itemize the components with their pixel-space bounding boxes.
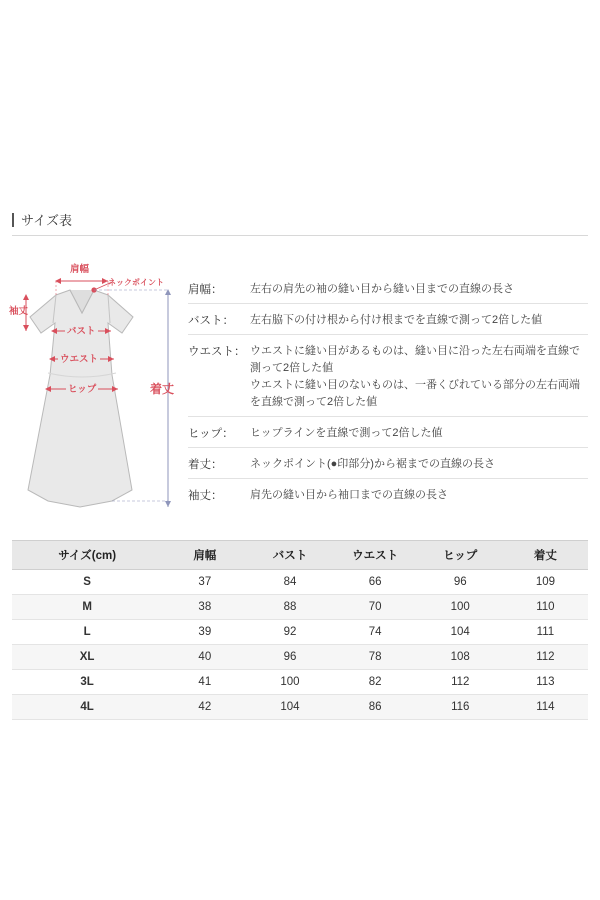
table-cell: 113 bbox=[503, 670, 588, 695]
page-title bbox=[12, 210, 72, 229]
table-cell: 104 bbox=[247, 695, 332, 720]
table-cell: 86 bbox=[333, 695, 418, 720]
table-cell-size: XL bbox=[12, 645, 162, 670]
table-header-cell: バスト bbox=[247, 541, 332, 570]
definition-line: 測って2倍した値 bbox=[250, 362, 334, 375]
table-cell: 37 bbox=[162, 570, 247, 595]
size-table-head bbox=[12, 541, 588, 570]
table-row bbox=[12, 645, 588, 670]
table-cell: 41 bbox=[162, 670, 247, 695]
table-cell: 100 bbox=[247, 670, 332, 695]
table-cell: 38 bbox=[162, 595, 247, 620]
table-cell: 111 bbox=[503, 620, 588, 645]
label-length: 着丈 bbox=[150, 382, 175, 396]
definition-row bbox=[188, 309, 588, 329]
definition-row bbox=[188, 484, 588, 504]
table-cell: 92 bbox=[247, 620, 332, 645]
table-cell: 39 bbox=[162, 620, 247, 645]
table-cell: 100 bbox=[418, 595, 503, 620]
definition-line: ウエストに縫い目があるものは、縫い目に沿った左右両端を直線で bbox=[250, 345, 580, 358]
definition-divider bbox=[188, 478, 588, 479]
definition-divider bbox=[188, 303, 588, 304]
measurement-definitions bbox=[188, 278, 588, 506]
table-cell-size: M bbox=[12, 595, 162, 620]
table-cell: 42 bbox=[162, 695, 247, 720]
table-cell-size: 3L bbox=[12, 670, 162, 695]
table-row bbox=[12, 670, 588, 695]
table-header-cell: サイズ(cm) bbox=[12, 541, 162, 570]
label-sleeve: 袖丈 bbox=[9, 306, 29, 317]
table-row bbox=[12, 620, 588, 645]
definition-row bbox=[188, 422, 588, 442]
size-table bbox=[12, 540, 588, 720]
table-cell: 66 bbox=[333, 570, 418, 595]
label-bust: バスト bbox=[65, 323, 98, 337]
definition-line: ウエストに縫い目のないものは、一番くびれている部分の左右両端 bbox=[250, 379, 580, 392]
table-cell: 104 bbox=[418, 620, 503, 645]
definition-description bbox=[250, 453, 588, 473]
title-divider bbox=[12, 235, 588, 236]
table-row bbox=[12, 570, 588, 595]
definition-term: ウエスト： bbox=[188, 346, 246, 359]
table-cell: 116 bbox=[418, 695, 503, 720]
table-cell: 84 bbox=[247, 570, 332, 595]
table-header-cell: 肩幅 bbox=[162, 541, 247, 570]
table-cell: 114 bbox=[503, 695, 588, 720]
definition-divider bbox=[188, 416, 588, 417]
table-cell: 96 bbox=[247, 645, 332, 670]
label-neck-point: ネックポイント bbox=[108, 278, 164, 287]
table-cell: 70 bbox=[333, 595, 418, 620]
definition-divider bbox=[188, 447, 588, 448]
table-cell: 110 bbox=[503, 595, 588, 620]
table-cell: 96 bbox=[418, 570, 503, 595]
table-cell: 74 bbox=[333, 620, 418, 645]
definition-description bbox=[250, 340, 588, 411]
table-cell: 108 bbox=[418, 645, 503, 670]
label-waist: ウエスト bbox=[58, 351, 100, 365]
definition-description bbox=[250, 422, 588, 442]
definition-row bbox=[188, 453, 588, 473]
title-accent-bar bbox=[12, 213, 14, 227]
table-header-cell: ウエスト bbox=[333, 541, 418, 570]
definition-row bbox=[188, 278, 588, 298]
table-header-cell: 着丈 bbox=[503, 541, 588, 570]
table-cell: 82 bbox=[333, 670, 418, 695]
table-cell: 88 bbox=[247, 595, 332, 620]
definition-divider bbox=[188, 334, 588, 335]
garment-diagram bbox=[8, 255, 188, 540]
definition-line: を直線で測って2倍した値 bbox=[250, 396, 378, 409]
table-header-cell: ヒップ bbox=[418, 541, 503, 570]
definition-description bbox=[250, 278, 588, 298]
label-hip: ヒップ bbox=[66, 381, 98, 395]
table-row bbox=[12, 595, 588, 620]
definition-row bbox=[188, 340, 588, 411]
definition-line: ヒップラインを直線で測って2倍した値 bbox=[250, 427, 443, 440]
definition-line: ネックポイント(●印部分)から裾までの直線の長さ bbox=[250, 458, 495, 471]
table-cell: 112 bbox=[418, 670, 503, 695]
table-row bbox=[12, 695, 588, 720]
table-cell: 112 bbox=[503, 645, 588, 670]
label-shoulder: 肩幅 bbox=[70, 264, 90, 275]
definition-term: 肩幅： bbox=[188, 284, 223, 296]
definition-description bbox=[250, 309, 588, 329]
table-cell-size: L bbox=[12, 620, 162, 645]
definition-line: 左右脇下の付け根から付け根までを直線で測って2倍した値 bbox=[250, 314, 543, 327]
table-cell: 78 bbox=[333, 645, 418, 670]
definition-line: 左右の肩先の袖の縫い目から縫い目までの直線の長さ bbox=[250, 283, 514, 295]
table-header-row bbox=[12, 541, 588, 570]
table-cell: 109 bbox=[503, 570, 588, 595]
table-cell-size: S bbox=[12, 570, 162, 595]
table-cell-size: 4L bbox=[12, 695, 162, 720]
definition-line: 肩先の縫い目から袖口までの直線の長さ bbox=[250, 489, 448, 502]
table-cell: 40 bbox=[162, 645, 247, 670]
page-title-text: サイズ表 bbox=[21, 213, 72, 228]
definition-term: 着丈： bbox=[188, 459, 223, 472]
definition-term: ヒップ： bbox=[188, 428, 234, 441]
definition-description bbox=[250, 484, 588, 504]
definition-term: バスト： bbox=[188, 315, 234, 328]
size-table-body bbox=[12, 570, 588, 720]
definition-term: 袖丈： bbox=[188, 490, 223, 503]
